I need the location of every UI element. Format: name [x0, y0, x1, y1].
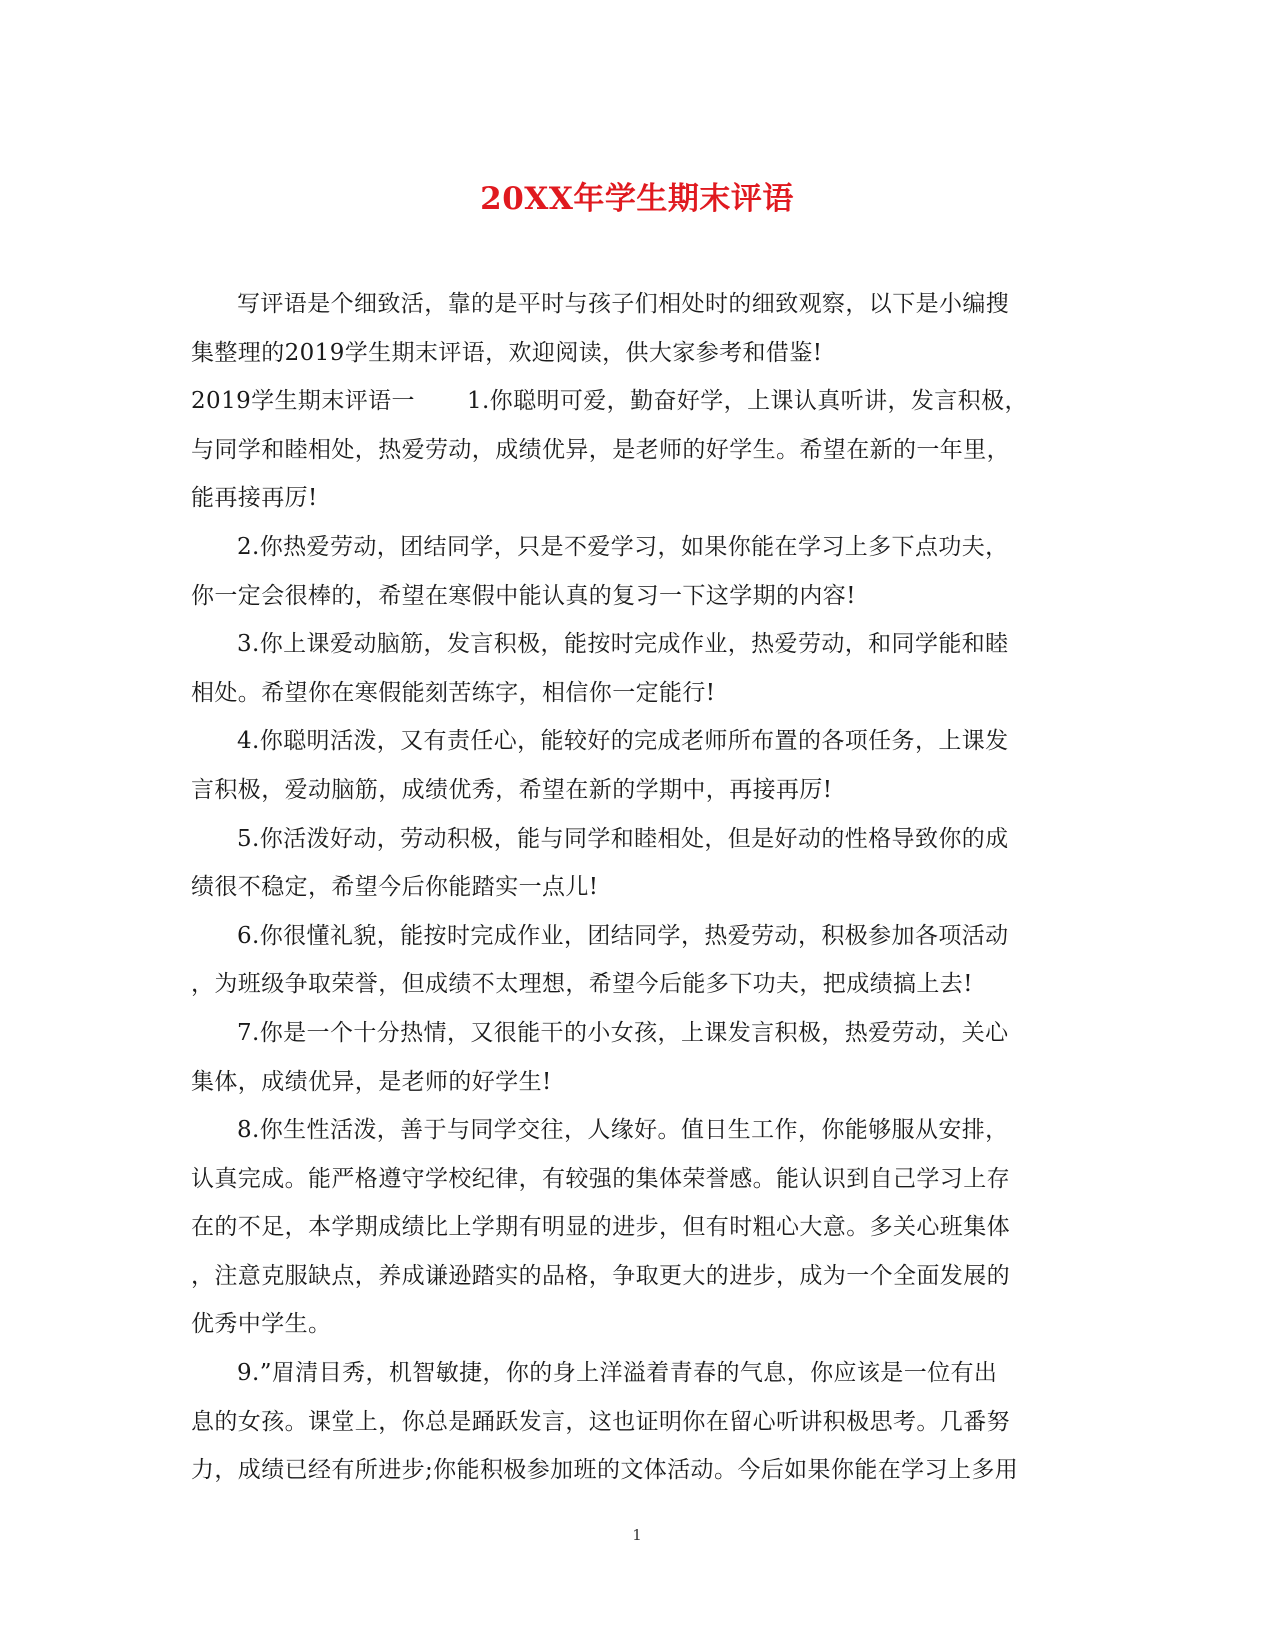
comment-line: 8.你生性活泼，善于与同学交往，人缘好。值日生工作，你能够服从安排， [237, 1117, 1009, 1144]
comment-line: 1.你聪明可爱，勤奋好学，上课认真听讲，发言积极， [466, 388, 1028, 415]
comment-line: 5.你活泼好动，劳动积极，能与同学和睦相处，但是好动的性格导致你的成 [237, 825, 1009, 852]
comment-line: 与同学和睦相处，热爱劳动，成绩优异，是老师的好学生。希望在新的一年里， [191, 436, 1010, 463]
comment-line: 4.你聪明活泼，又有责任心，能较好的完成老师所布置的各项任务，上课发 [237, 728, 1009, 755]
comment-line: 力，成绩已经有所进步;你能积极参加班的文体活动。今后如果你能在学习上多用 [191, 1457, 1019, 1484]
comment-line: ，注意克服缺点，养成谦逊踏实的品格，争取更大的进步，成为一个全面发展的 [191, 1262, 1010, 1289]
comment-line: 2.你热爱劳动，团结同学，只是不爱学习，如果你能在学习上多下点功夫， [237, 533, 1009, 560]
comment-line: 优秀中学生。 [191, 1311, 332, 1338]
comment-line: 3.你上课爱动脑筋，发言积极，能按时完成作业，热爱劳动，和同学能和睦 [237, 631, 1009, 658]
comment-line: 相处。希望你在寒假能刻苦练字，相信你一定能行! [191, 679, 716, 706]
page-number: 1 [632, 1526, 642, 1544]
comment-line: 集体，成绩优异，是老师的好学生! [191, 1068, 552, 1095]
comment-line: 在的不足，本学期成绩比上学期有明显的进步，但有时粗心大意。多关心班集体 [191, 1214, 1010, 1241]
intro-line: 写评语是个细致活，靠的是平时与孩子们相处时的细致观察，以下是小编搜 [237, 291, 1010, 317]
document-title: 20XX年学生期末评语 [480, 181, 794, 217]
comment-line: 息的女孩。课堂上，你总是踊跃发言，这也证明你在留心听讲积极思考。几番努 [191, 1408, 1010, 1435]
comment-line: 能再接再厉! [191, 485, 318, 512]
section-heading-line [191, 377, 1071, 426]
comment-line: 言积极，爱动脑筋，成绩优秀，希望在新的学期中，再接再厉! [191, 776, 833, 803]
comment-line: ，为班级争取荣誉，但成绩不太理想，希望今后能多下功夫，把成绩搞上去! [191, 971, 973, 998]
intro-line: 集整理的2019学生期末评语，欢迎阅读，供大家参考和借鉴! [191, 339, 823, 366]
comment-line: 你一定会很棒的，希望在寒假中能认真的复习一下这学期的内容! [191, 582, 856, 609]
section-heading: 2019学生期末评语一 [191, 388, 415, 415]
comment-line: 绩很不稳定，希望今后你能踏实一点儿! [191, 874, 599, 901]
comment-line: 6.你很懂礼貌，能按时完成作业，团结同学，热爱劳动，积极参加各项活动 [237, 922, 1009, 949]
comment-line: 认真完成。能严格遵守学校纪律，有较强的集体荣誉感。能认识到自己学习上存 [191, 1165, 1010, 1192]
document-body [191, 280, 1071, 1495]
comment-line: 9.”眉清目秀，机智敏捷，你的身上洋溢着青春的气息，你应该是一位有出 [237, 1360, 998, 1387]
comment-line: 7.你是一个十分热情，又很能干的小女孩，上课发言积极，热爱劳动，关心 [237, 1019, 1009, 1046]
